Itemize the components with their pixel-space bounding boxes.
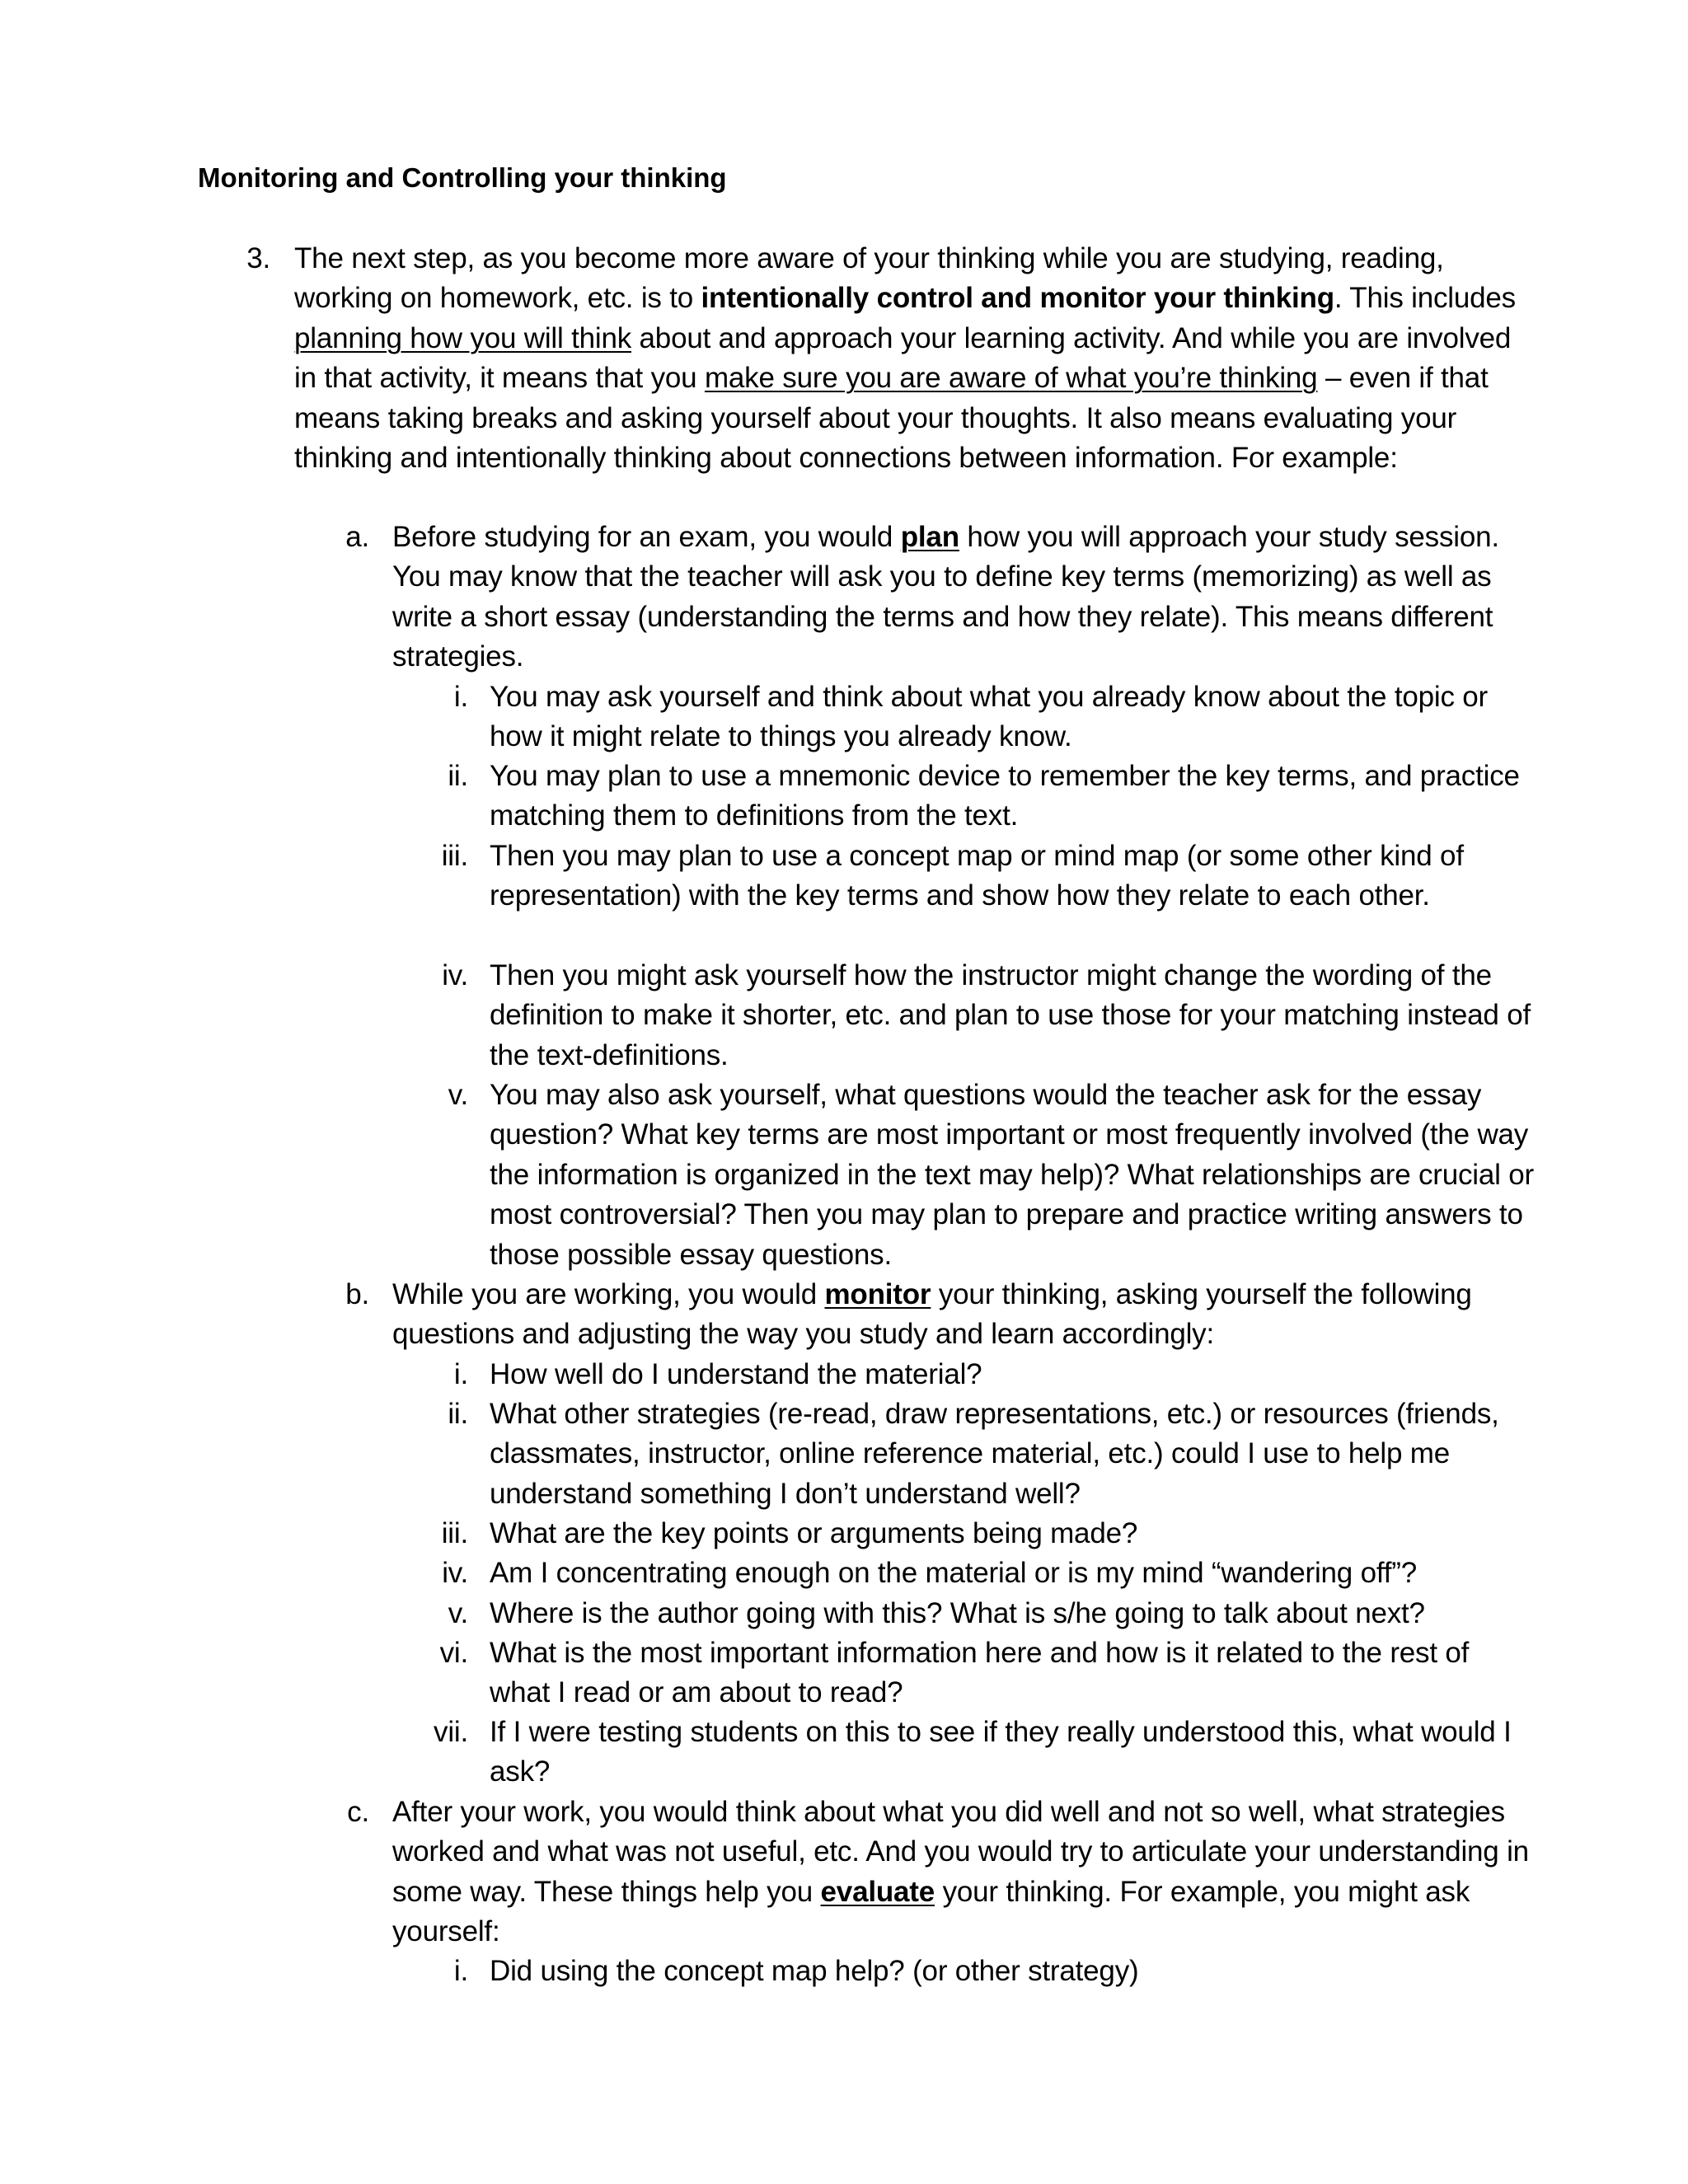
underlined-phrase: make sure you are aware of what you’re thinking [704,362,1318,395]
item-text: While you are working, you would monitor your thinking, asking yourself the following questions and adjusting the way you study and learn accordingly: [392,1278,1472,1351]
item-text: The next step, as you become more aware of your thinking while you are studying, reading, working on homework, etc. is to intentionally control and monitor your thinking. This includes planning how you will think about and approach your learning activity. And while you are involved in that activity, it means that you make sure you are aware of what you’re thinking – even if that means taking breaks and asking yourself about your thoughts. It also means evaluating your thinking and intentionally thinking about connections between information. For example: [294,242,1516,475]
item-label: a. [345,521,369,553]
bold-phrase: intentionally control and monitor your thinking [701,282,1334,315]
underlined-phrase: planning how you will think [294,321,632,354]
keyword-evaluate: evaluate [820,1875,935,1908]
section-heading: Monitoring and Controlling your thinking [198,162,727,193]
document-page: Monitoring and Controlling your thinking 3. The next step, as you become more aware of your thinking while you are studying, reading, working on homework, etc. is to intentionally control and monitor your thinking. This includes planning how you will think about and approach your learning activity. And while you are involved in that activity, it means that you make sure you are aware of what you’re thinking – even if that means taking breaks and asking yourself about your thoughts. It also means evaluating your thinking and intentionally thinking about connections between information. For example: a. Before studying for an exam, you would plan how you will approach your study session. You may know that the teacher will ask you to define key terms (memorizing) as well as write a short essay (understanding the terms and how they relate). This means different strategies. i. You may ask yourself and think about what you already know about the topic or how it might relate to things you already know. ii. You may plan to use a mnemonic device to remember the key terms, and practice matching them to definitions from the text. iii. Then you may plan to use a concept map or mind map (or some other kind of representation) with the key terms and show how they relate to each other. iv. Then you might ask yourself how the instructor might change the wording of the definition to make it shorter, etc. and plan to use those for your matching instead of the text-definitions. v. You may also ask yourself, what questions would the teacher ask for the essay question? What key terms are most important or most frequently involved (the way the information is organized in the text may help)? What relationships are crucial or most controversial? Then you may plan to prepare and practice writing answers to those possible essay questions. b. While you are working, you would monitor your thinking, asking yourself the following questions and adjusting the way you study and learn accordingly: i. How well do I understand the material? ii. What other strategies (re-read, draw representations, etc.) or resources (friends, classmates, instructor, online reference material, etc.) could I use to help me understand something I don’t understand well? iii. What are the key points or arguments being made? iv. Am I concentrating enough on the material or is my mind “wandering off”? v. Where is the author going with this? What is s/he going to talk about next? vi. What is the most important information here and how is it related to the rest of what I read or am about to read? vii. If I were testing students on this to see if they really understood this, what would I ask? c. After your work, you would think about what you did well and not so well, what strategies worked and what was not useful, etc. And you would try to articulate your understanding in some way. These things help you evaluate your thinking. For example, you might ask yourself: i. Did using the concept map help? (or other strategy) [0,0,1688,2184]
item-text: After your work, you would think about what you did well and not so well, what strategies worked and what was not useful, etc. And you would try to articulate your understanding in some way. These things help you evaluate your thinking. For example, you might ask yourself: [392,1796,1529,1948]
keyword-monitor: monitor [824,1278,931,1310]
item-label: c. [347,1796,369,1828]
item-text: Before studying for an exam, you would plan how you will approach your study session. You may know that the teacher will ask you to define key terms (memorizing) as well as write a short essay (understanding the terms and how they relate). This means different strategies. [392,521,1499,673]
item-label: b. [345,1278,369,1310]
item-label: 3. [246,242,270,274]
keyword-plan: plan [900,521,959,553]
